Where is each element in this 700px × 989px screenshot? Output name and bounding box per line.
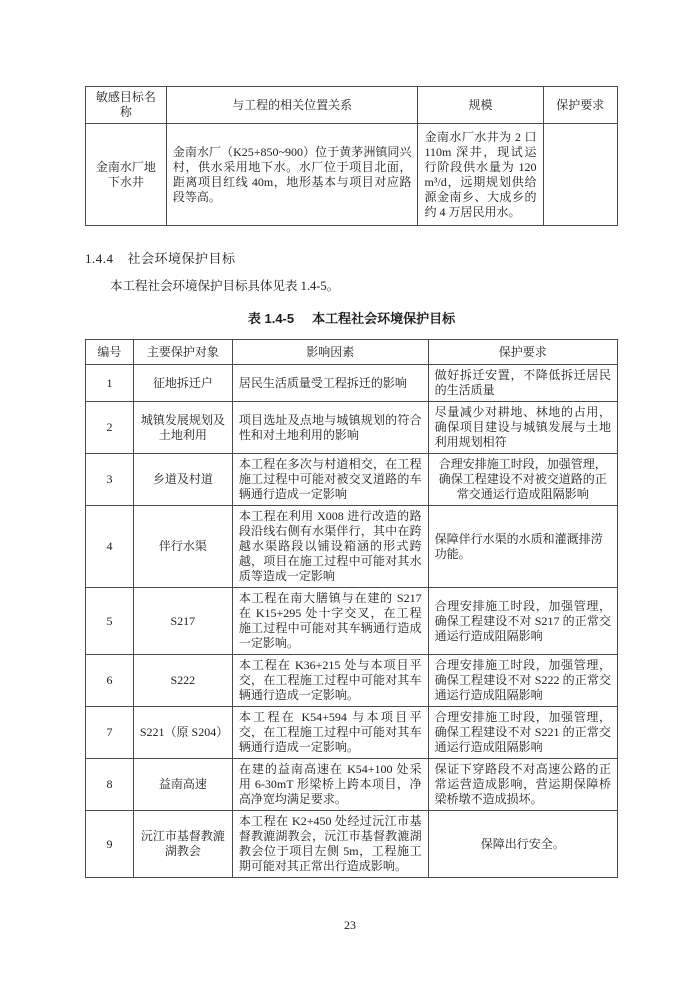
row-requirement: 做好拆迁安置，不降低拆迁居民的生活质量 xyxy=(428,365,617,402)
row-target: 伴行水渠 xyxy=(133,506,232,588)
page-content xyxy=(85,86,618,878)
intro-paragraph: 本工程社会环境保护目标具体见表 1.4-5。 xyxy=(110,279,340,293)
row-id: 6 xyxy=(86,655,134,707)
t2-header-target: 主要保护对象 xyxy=(133,340,232,365)
row-requirement: 合理安排施工时段，加强管理，确保工程建设不对 S222 的正常交通运行造成阻隔影响 xyxy=(428,655,617,707)
t1-cell-scale: 金南水厂水井为 2 口 110m 深井，现试运行阶段供水量为 120m³/d，远期规划供给源金南乡、大成乡的约 4 万居民用水。 xyxy=(418,124,543,226)
row-requirement: 保证下穿路段不对高速公路的正常运营造成影响，营运期保障桥梁桥墩不造成损坏。 xyxy=(428,759,617,811)
table-row xyxy=(86,588,618,655)
row-requirement: 保障伴行水渠的水质和灌溉排涝功能。 xyxy=(428,506,617,588)
row-factor: 本工程在多次与村道相交，在工程施工过程中可能对被交叉道路的车辆通行造成一定影响 xyxy=(232,454,428,506)
t1-cell-protection xyxy=(543,124,618,226)
table-row xyxy=(86,124,618,226)
sensitive-target-table xyxy=(85,86,618,226)
t2-header-factor: 影响因素 xyxy=(232,340,428,365)
table-row xyxy=(86,707,618,759)
row-factor: 本工程在 K54+594 与本项目平交，在工程施工过程中可能对其车辆通行造成一定影响。 xyxy=(232,707,428,759)
row-target: 乡道及村道 xyxy=(133,454,232,506)
row-id: 1 xyxy=(86,365,134,402)
table-row xyxy=(86,454,618,506)
t1-header-name: 敏感目标名称 xyxy=(86,87,167,124)
section-heading xyxy=(85,248,618,267)
table-header-row xyxy=(86,340,618,365)
section-title: 社会环境保护目标 xyxy=(127,251,236,266)
t2-header-requirement: 保护要求 xyxy=(428,340,617,365)
row-requirement: 保障出行安全。 xyxy=(428,811,617,878)
row-target: 沅江市基督教漉湖教会 xyxy=(133,811,232,878)
table-row xyxy=(86,759,618,811)
table-row xyxy=(86,506,618,588)
row-target: S222 xyxy=(133,655,232,707)
row-id: 3 xyxy=(86,454,134,506)
table-caption-title: 本工程社会环境保护目标 xyxy=(312,311,456,326)
t1-cell-name: 金南水厂地下水井 xyxy=(86,124,167,226)
table-row xyxy=(86,811,618,878)
table-row xyxy=(86,365,618,402)
social-env-protection-table xyxy=(85,339,618,878)
page-number: 23 xyxy=(344,918,356,932)
row-factor: 本工程在 K2+450 处经过沅江市基督教漉湖教会，沅江市基督教漉湖教会位于项目左侧 5m，工程施工期可能对其正常出行造成影响。 xyxy=(232,811,428,878)
row-target: 征地拆迁户 xyxy=(133,365,232,402)
row-id: 2 xyxy=(86,402,134,454)
row-id: 8 xyxy=(86,759,134,811)
row-factor: 本工程在利用 X008 进行改造的路段沿线右侧有水渠伴行，其中在跨越水渠路段以铺设箱涵的形式跨越，项目在施工过程中可能对其水质等造成一定影响 xyxy=(232,506,428,588)
row-target: S221（原 S204） xyxy=(133,707,232,759)
row-factor: 居民生活质量受工程拆迁的影响 xyxy=(232,365,428,402)
row-id: 7 xyxy=(86,707,134,759)
row-id: 4 xyxy=(86,506,134,588)
row-target: 城镇发展规划及土地利用 xyxy=(133,402,232,454)
table-row xyxy=(86,655,618,707)
t1-header-scale: 规模 xyxy=(418,87,543,124)
row-factor: 在建的益南高速在 K54+100 处采用 6-30mT 形梁桥上跨本项目，净高净宽均满足要求。 xyxy=(232,759,428,811)
table-caption-label: 表 1.4-5 xyxy=(247,311,295,326)
table-caption xyxy=(85,308,618,327)
row-requirement: 合理安排施工时段，加强管理，确保工程建设不对被交道路的正常交通运行造成阻隔影响 xyxy=(428,454,617,506)
social-env-table-wrap xyxy=(85,339,618,878)
table-row xyxy=(86,402,618,454)
t1-header-protection: 保护要求 xyxy=(543,87,618,124)
row-factor: 本工程在南大膳镇与在建的 S217 在 K15+295 处十字交叉，在工程施工过程中可能对其车辆通行造成一定影响。 xyxy=(232,588,428,655)
row-target: S217 xyxy=(133,588,232,655)
section-number: 1.4.4 xyxy=(85,251,114,266)
row-id: 5 xyxy=(86,588,134,655)
row-factor: 本工程在 K36+215 处与本项目平交，在工程施工过程中可能对其车辆通行造成一定影响。 xyxy=(232,655,428,707)
table-header-row xyxy=(86,87,618,124)
row-target: 益南高速 xyxy=(133,759,232,811)
row-requirement: 合理安排施工时段，加强管理，确保工程建设不对 S221 的正常交通运行造成阻隔影响 xyxy=(428,707,617,759)
row-requirement: 尽量减少对耕地、林地的占用，确保项目建设与城镇发展与土地利用规划相符 xyxy=(428,402,617,454)
row-id: 9 xyxy=(86,811,134,878)
row-requirement: 合理安排施工时段，加强管理，确保工程建设不对 S217 的正常交通运行造成阻隔影响 xyxy=(428,588,617,655)
row-factor: 项目选址及点地与城镇规划的符合性和对土地利用的影响 xyxy=(232,402,428,454)
t1-cell-relation: 金南水厂（K25+850~900）位于黄茅洲镇同兴村，供水采用地下水。水厂位于项目北面，距离项目红线 40m，地形基本与项目对应路段等高。 xyxy=(166,124,418,226)
t2-header-id: 编号 xyxy=(86,340,134,365)
t1-header-relation: 与工程的相关位置关系 xyxy=(166,87,418,124)
